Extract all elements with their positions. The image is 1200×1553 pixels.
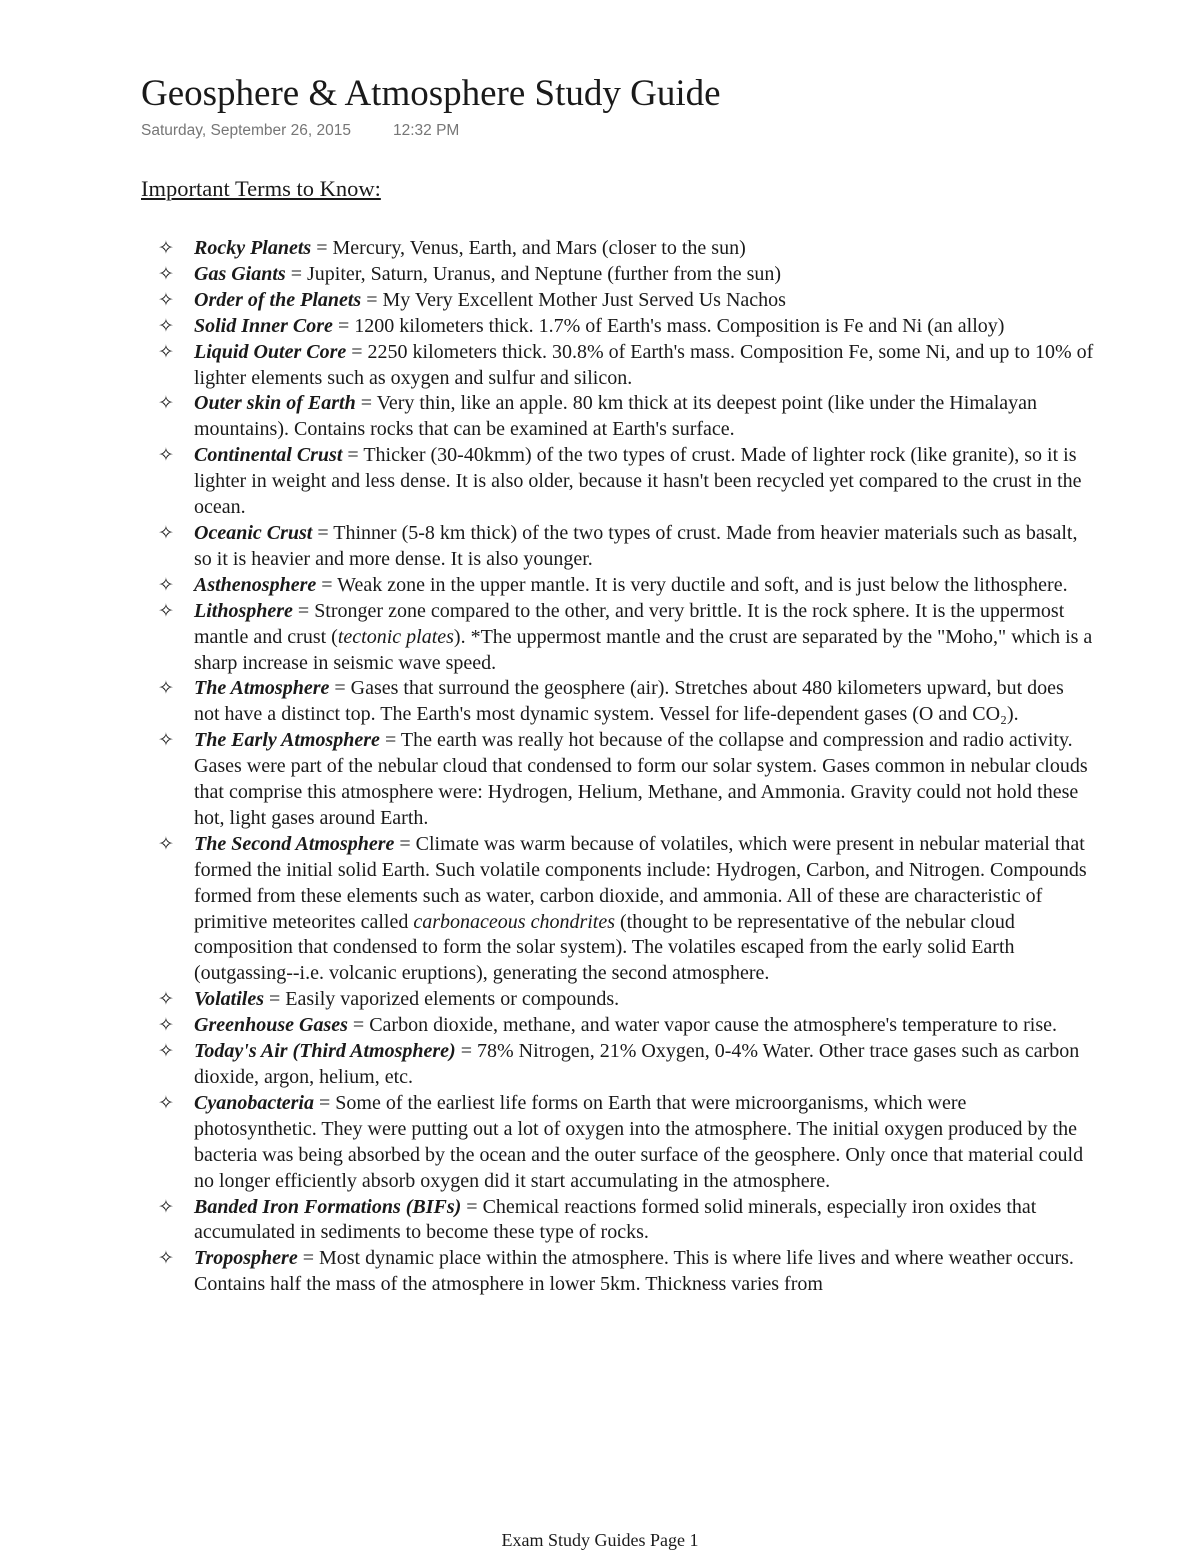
term-name: Outer skin of Earth	[194, 392, 356, 415]
term-name: Rocky Planets	[194, 237, 312, 259]
term-emphasis: carbonaceous chondrites	[413, 910, 616, 933]
term-separator: =	[346, 340, 368, 363]
term-separator: =	[297, 1247, 319, 1270]
term-name: Continental Crust	[194, 444, 343, 467]
star-bullet-icon: ✧	[158, 573, 174, 596]
term-name: Liquid Outer Core	[194, 340, 347, 363]
term-definition: Chemical reactions formed solid minerals, especially iron oxides that accumulated in sediments to become these type of rocks.	[194, 1195, 1037, 1244]
list-item	[0, 1195, 1094, 1247]
term-separator: =	[332, 314, 355, 337]
note-timestamp	[141, 122, 459, 140]
term-name: Oceanic Crust	[194, 521, 313, 544]
term-separator: =	[355, 392, 377, 415]
term-separator: =	[461, 1195, 483, 1218]
term-definition: Stronger zone compared to the other, and very brittle. It is the rock sphere. It is the uppermost mantle and crust (	[194, 599, 1065, 648]
page-footer: Exam Study Guides Page 1	[501, 1530, 699, 1550]
star-bullet-icon: ✧	[158, 677, 174, 700]
term-name: Volatiles	[194, 988, 265, 1011]
term-definition: My Very Excellent Mother Just Served Us Nachos	[382, 288, 786, 311]
term-name: Lithosphere	[194, 599, 293, 622]
star-bullet-icon: ✧	[158, 288, 174, 311]
term-definition-cont: (thought to be representative of the nebular cloud composition that condensed to form the solar system). The volatiles escaped from the early solid Earth (outgassing--i.e. volcanic eruptions), generating the second atmosphere.	[194, 910, 1015, 985]
list-item	[0, 1039, 1094, 1091]
term-definition: 78% Nitrogen, 21% Oxygen, 0-4% Water. Other trace gases such as carbon dioxide, argon, helium, etc.	[194, 1040, 1080, 1088]
star-bullet-icon: ✧	[158, 729, 174, 752]
term-definition: Mercury, Venus, Earth, and Mars (closer to the sun)	[332, 237, 746, 259]
term-definition: The earth was really hot because of the collapse and compression and radio activity. Gases were part of the nebular cloud that condensed to form our solar system. Gases common in nebular clouds that comprise this atmosphere were: Hydrogen, Helium, Methane, and Ammonia. Gravity could not hold these hot, light gases around Earth.	[194, 729, 1088, 829]
list-item	[0, 728, 1094, 832]
terms-list	[0, 236, 1200, 1298]
star-bullet-icon: ✧	[158, 392, 174, 415]
star-bullet-icon: ✧	[158, 340, 174, 363]
term-definition: Weak zone in the upper mantle. It is very ductile and soft, and is just below the lithosphere.	[337, 573, 1068, 596]
term-definition: Gases that surround the geosphere (air). Stretches about 480 kilometers upward, but does not have a distinct top. The Earth's most dynamic system. Vessel for life-dependent gases (O and CO₂).	[194, 677, 1064, 726]
list-item	[0, 573, 1094, 599]
list-item	[0, 262, 1094, 288]
term-definition: Thicker (30-40kmm) of the two types of crust. Made of lighter rock (like granite), so it is lighter in weight and less dense. It is also older, because it hasn't been recycled yet compared to the crust in the ocean.	[194, 444, 1082, 519]
term-definition: Jupiter, Saturn, Uranus, and Neptune (further from the sun)	[306, 262, 782, 285]
list-item	[0, 288, 1094, 314]
list-item	[0, 391, 1094, 443]
list-item	[0, 340, 1094, 392]
term-name: The Atmosphere	[194, 677, 330, 700]
term-emphasis: tectonic plates	[337, 625, 454, 648]
term-definition: 2250 kilometers thick. 30.8% of Earth's mass. Composition Fe, some Ni, and up to 10% of lighter elements such as oxygen and sulfur and silicon.	[194, 340, 1094, 389]
list-item	[0, 314, 1094, 340]
term-name: Banded Iron Formations (BIFs)	[194, 1195, 462, 1218]
term-name: Greenhouse Gases	[194, 1014, 348, 1037]
term-definition-cont: ). *The uppermost mantle and the crust are separated by the "Moho," which is a sharp increase in seismic wave speed.	[194, 625, 1093, 674]
term-separator: =	[314, 1091, 336, 1114]
star-bullet-icon: ✧	[158, 599, 174, 622]
term-definition: Thinner (5-8 km thick) of the two types of crust. Made from heavier materials such as basalt, so it is heavier and more dense. It is also younger.	[194, 521, 1078, 570]
term-definition: Most dynamic place within the atmosphere. This is where life lives and where weather occurs. Contains half the mass of the atmosphere in lower 5km. Thickness varies from	[194, 1247, 1074, 1296]
star-bullet-icon: ✧	[158, 444, 174, 467]
list-item	[0, 1013, 1094, 1039]
list-item	[0, 987, 1094, 1013]
term-definition: Some of the earliest life forms on Earth that were microorganisms, which were photosynthetic. They were putting out a lot of oxygen into the atmosphere. The initial oxygen produced by the bacteria was being absorbed by the ocean and the outer surface of the geosphere. Only once that material could no longer efficiently absorb oxygen did it start accumulating in the atmosphere.	[194, 1091, 1084, 1192]
note-time: 12:32 PM	[392, 122, 460, 139]
term-separator: =	[347, 1014, 370, 1037]
term-definition: Carbon dioxide, methane, and water vapor cause the atmosphere's temperature to rise.	[369, 1014, 1057, 1037]
list-item	[0, 676, 1094, 728]
term-name: Solid Inner Core	[194, 314, 333, 337]
star-bullet-icon: ✧	[158, 521, 174, 544]
term-separator: =	[342, 444, 364, 467]
term-separator: =	[292, 599, 315, 622]
list-item	[0, 443, 1094, 521]
term-name: Asthenosphere	[194, 573, 317, 596]
star-bullet-icon: ✧	[158, 832, 174, 855]
term-definition: Climate was warm because of volatiles, which were present in nebular material that formed the initial solid Earth. Such volatile components include: Hydrogen, Carbon, and Nitrogen. Compounds formed from these elements such as water, carbon dioxide, and ammonia. All of these are characteristic of primitive meteorites called	[194, 832, 1087, 933]
term-name: Order of the Planets	[194, 288, 362, 311]
star-bullet-icon: ✧	[158, 314, 174, 337]
term-separator: =	[379, 729, 401, 752]
term-definition: 1200 kilometers thick. 1.7% of Earth's mass. Composition is Fe and Ni (an alloy)	[354, 314, 1005, 337]
term-definition: Very thin, like an apple. 80 km thick at its deepest point (like under the Himalayan mountains). Contains rocks that can be examined at Earth's surface.	[194, 392, 1038, 441]
list-item	[0, 521, 1094, 573]
term-name: Cyanobacteria	[194, 1091, 314, 1114]
term-separator: =	[311, 237, 333, 259]
term-name: The Early Atmosphere	[194, 729, 380, 752]
term-name: The Second Atmosphere	[194, 832, 395, 855]
term-separator: =	[285, 262, 307, 285]
star-bullet-icon: ✧	[158, 1040, 174, 1063]
term-name: Today's Air (Third Atmosphere)	[194, 1040, 456, 1063]
note-date: Saturday, September 26, 2015	[141, 122, 351, 139]
list-item	[0, 1246, 1094, 1298]
section-heading: Important Terms to Know:	[141, 176, 381, 201]
term-name: Gas Giants	[194, 262, 286, 285]
term-separator: =	[264, 988, 286, 1011]
star-bullet-icon: ✧	[158, 1091, 174, 1114]
term-separator: =	[312, 521, 334, 544]
term-separator: =	[316, 573, 338, 596]
term-separator: =	[394, 832, 416, 855]
page-title: Geosphere & Atmosphere Study Guide	[141, 73, 721, 114]
term-separator: =	[455, 1040, 477, 1063]
term-definition: Easily vaporized elements or compounds.	[285, 988, 620, 1011]
star-bullet-icon: ✧	[158, 1247, 174, 1270]
list-item	[0, 236, 1094, 262]
star-bullet-icon: ✧	[158, 262, 174, 285]
star-bullet-icon: ✧	[158, 237, 174, 259]
list-item	[0, 1091, 1094, 1195]
term-name: Troposphere	[194, 1247, 298, 1270]
list-item	[0, 599, 1094, 677]
star-bullet-icon: ✧	[158, 1195, 174, 1218]
term-separator: =	[329, 677, 351, 700]
term-separator: =	[361, 288, 383, 311]
star-bullet-icon: ✧	[158, 1014, 174, 1037]
list-item	[0, 832, 1094, 987]
star-bullet-icon: ✧	[158, 988, 174, 1011]
